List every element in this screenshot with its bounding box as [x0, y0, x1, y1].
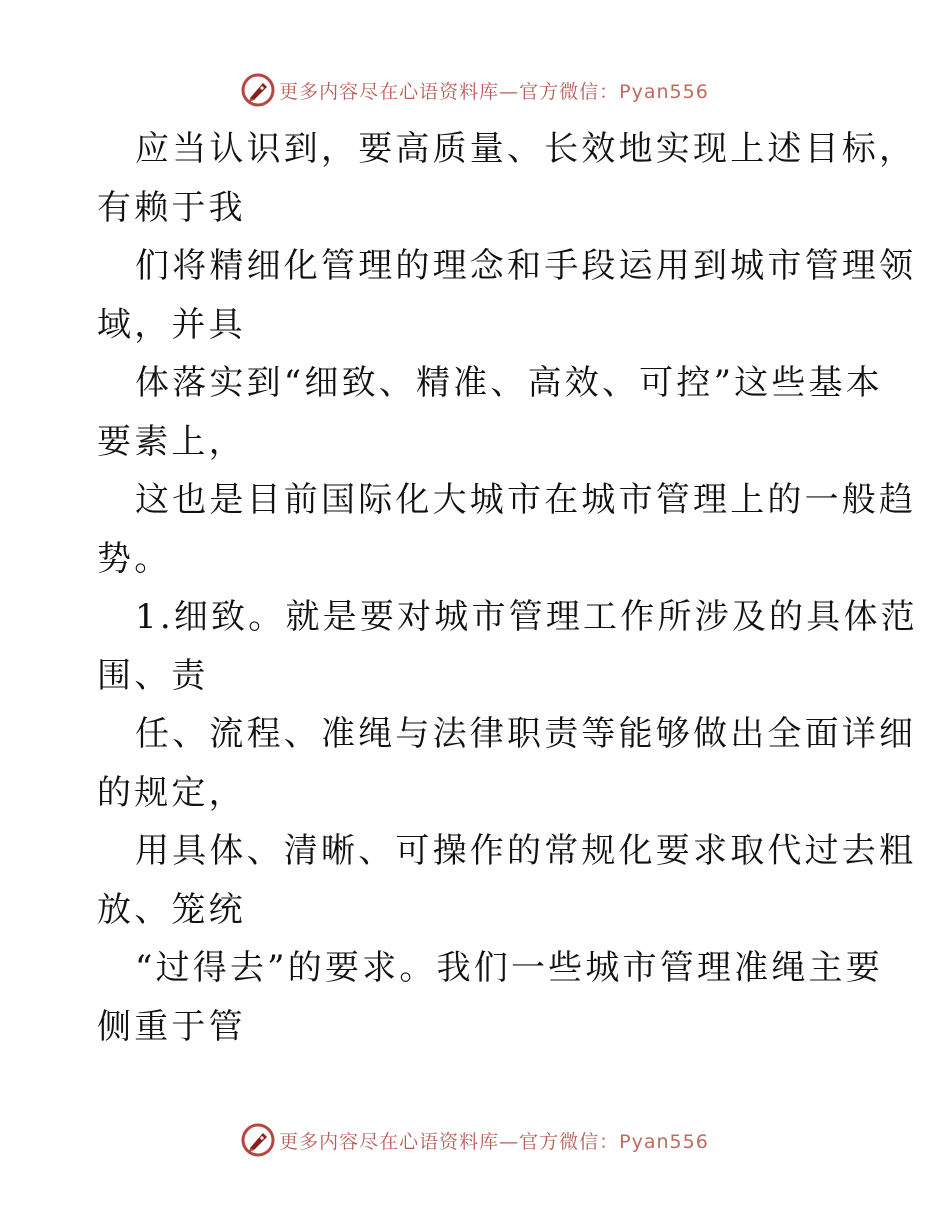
watermark-text: 更多内容尽在心语资料库—官方微信：Pyan556: [279, 80, 709, 103]
text-line: 任、流程、准绳与法律职责等能够做出全面详细: [135, 714, 917, 754]
text-line: “过得去”的要求。我们一些城市管理准绳主要: [135, 948, 883, 988]
text-line: 的规定，: [97, 772, 246, 813]
text-line: 势。: [97, 538, 172, 579]
text-line: 1.细致。就是要对城市管理工作所涉及的具体范: [135, 597, 918, 637]
watermark-text: 更多内容尽在心语资料库—官方微信：Pyan556: [279, 1130, 709, 1153]
text-line: 要素上，: [97, 421, 246, 462]
text-line: 侧重于管: [97, 1006, 246, 1047]
text-line: 应当认识到，要高质量、长效地实现上述目标，: [135, 129, 917, 169]
header-watermark: [0, 70, 950, 110]
footer-watermark: [0, 1120, 950, 1160]
text-line: 这也是目前国际化大城市在城市管理上的一般趋: [135, 480, 917, 520]
pen-nib-logo-icon: [241, 1123, 275, 1157]
text-line: 体落实到“细致、精准、高效、可控”这些基本: [135, 363, 883, 403]
text-line: 放、笼统: [97, 889, 246, 930]
text-line: 用具体、清晰、可操作的常规化要求取代过去粗: [135, 831, 917, 871]
text-line: 域，并具: [97, 304, 246, 345]
text-line: 们将精细化管理的理念和手段运用到城市管理领: [135, 246, 917, 286]
text-line: 有赖于我: [97, 187, 246, 228]
document-body: [97, 120, 918, 1056]
pen-nib-logo-icon: [241, 73, 275, 107]
text-line: 围、责: [97, 655, 209, 696]
